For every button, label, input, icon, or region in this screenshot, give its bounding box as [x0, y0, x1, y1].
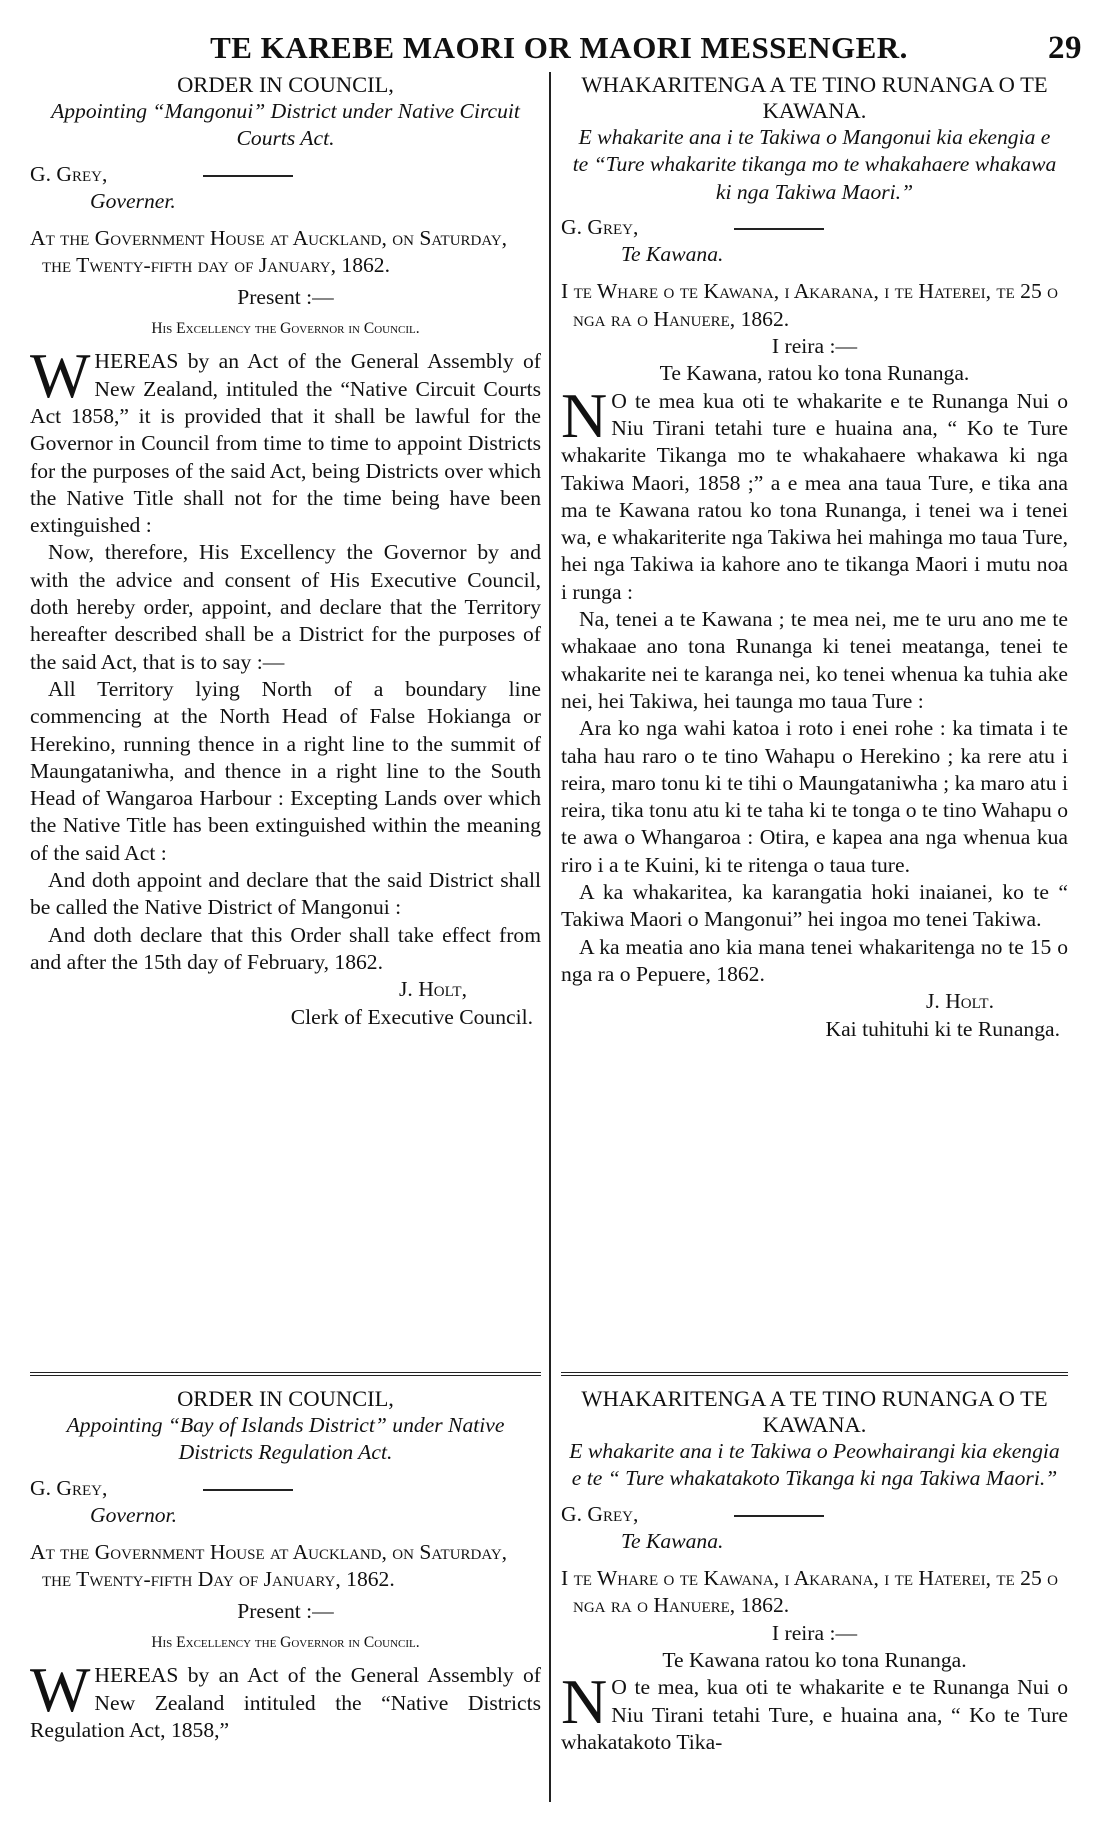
signature-block — [30, 161, 541, 216]
runanga-line: Te Kawana ratou ko tona Runanga. — [662, 1648, 967, 1673]
closing-name: J. Holt, — [399, 977, 467, 1002]
paragraph — [30, 1654, 541, 1744]
section-subtitle: Appointing “Bay of Islands District” under Native Districts Regulation Act. — [66, 1413, 505, 1465]
section-title: ORDER IN COUNCIL, — [177, 72, 394, 97]
drop-cap: W — [30, 340, 91, 412]
masthead — [30, 30, 1088, 72]
closing-role: Clerk of Executive Council. — [290, 1004, 533, 1029]
signature-block — [561, 1501, 1068, 1556]
order-in-council-bay-of-islands — [30, 1372, 541, 1744]
dateline: I te Whare o te Kawana, i Akarana, i te Haterei, te 25 o nga ra o Hanuere, 1862. — [561, 279, 1058, 331]
runanga-line: Te Kawana, ratou ko tona Runanga. — [659, 361, 970, 386]
section-title: WHAKARITENGA A TE TINO RUNANGA O TE KAWANA. — [581, 1386, 1048, 1437]
closing-signature — [30, 976, 541, 1031]
paragraph: All Territory lying North of a boundary line commencing at the North Head of False Hokianga or Herekino, running thence in a right line to the summit of Maungataniwha, and thence in a right line to the South Head of Wangaroa Harbour : Excepting Lands over which the Native Title has been extinguished within the meaning of the said Act : — [30, 676, 541, 865]
closing-name: J. Holt. — [926, 989, 994, 1014]
paragraph: A ka whakaritea, ka karangatia hoki inaianei, ko te “ Takiwa Maori o Mangonui” hei ingoa mo tenei Takiwa. — [561, 880, 1068, 932]
signer-name: G. Grey, — [561, 1501, 639, 1526]
present-line: Present :— — [237, 1598, 334, 1623]
present-line: Present :— — [237, 284, 334, 309]
dateline: I te Whare o te Kawana, i Akarana, i te Haterei, te 25 o nga ra o Hanuere, 1862. — [561, 1566, 1058, 1618]
signer-name: G. Grey, — [30, 1475, 108, 1500]
signature-rule — [734, 1515, 824, 1517]
paragraph-text: O te mea, kua oti te whakarite e te Runanga Nui o Niu Tirani tetahi Ture, e huaina ana, “ Ko te Ture whakatakoto Tika- — [561, 1675, 1068, 1754]
signature-rule — [734, 228, 824, 230]
paragraph: Ara ko nga wahi katoa i roto i enei rohe : ka timata i te taha hau raro o te tino Wahapu o Herekino ; ka rere atu i reira, maro tonu ki te tihi o Maungataniwha ; ka maro atu i reira, tika tonu atu ki te taha ki te tonga o te tino Wahapu o te awa o Whangaroa : Otira, e kapea ana nga whenua kua riro i a te Kuini, ki te ritenga o taua ture. — [561, 716, 1068, 877]
masthead-title: TE KAREBE MAORI OR MAORI MESSENGER. — [210, 30, 908, 65]
paragraph — [561, 379, 1068, 606]
drop-cap: W — [30, 1654, 91, 1726]
signer-name: G. Grey, — [30, 161, 108, 186]
paragraph: Na, tenei a te Kawana ; te mea nei, me te uru ano me te whakaae ano tona Runanga ki tenei meatanga, tenei te whakarite nei te karanga nei, ko tenei whenua ka tuhia ake nei, hei Takiwa, hei taunga mo taua Ture : — [561, 607, 1068, 713]
signer-name: G. Grey, — [561, 214, 639, 239]
signer-role: Governor. — [90, 1502, 177, 1527]
section-subtitle: E whakarite ana i te Takiwa o Peowhairangi kia ekengia e te “ Ture whakatakoto Tikanga ki nga Takiwa Maori.” — [569, 1439, 1060, 1491]
signature-block — [561, 214, 1068, 269]
council-line: His Excellency the Governor in Council. — [151, 1634, 420, 1652]
reira-line: I reira :— — [771, 1620, 858, 1645]
signer-role: Governer. — [90, 188, 176, 213]
paragraph: And doth appoint and declare that the said District shall be called the Native District of Mangonui : — [30, 868, 541, 920]
council-line: His Excellency the Governor in Council. — [151, 320, 420, 338]
section-subtitle: Appointing “Mangonui” District under Native Circuit Courts Act. — [51, 99, 520, 151]
closing-role: Kai tuhituhi ki te Runanga. — [825, 1016, 1060, 1041]
section-title: ORDER IN COUNCIL, — [177, 1386, 394, 1411]
whakaritenga-mangonui — [561, 72, 1068, 1372]
signer-role: Te Kawana. — [621, 242, 724, 267]
left-column — [30, 72, 549, 1802]
signer-role: Te Kawana. — [621, 1528, 724, 1553]
reira-line: I reira :— — [771, 334, 858, 359]
whakaritenga-peowhairangi — [561, 1372, 1068, 1756]
order-in-council-mangonui — [30, 72, 541, 1372]
paragraph — [30, 340, 541, 539]
signature-block — [30, 1475, 541, 1530]
dateline: At the Government House at Auckland, on Saturday, the Twenty-fifth day of January, 1862. — [30, 226, 508, 278]
section-title: WHAKARITENGA A TE TINO RUNANGA O TE KAWANA. — [581, 72, 1048, 123]
right-column — [549, 72, 1068, 1802]
signature-rule — [203, 1489, 293, 1491]
signature-rule — [203, 175, 293, 177]
paragraph-text: HEREAS by an Act of the General Assembly of New Zealand intituled the “Native Districts Regulation Act, 1858,” — [30, 1663, 541, 1742]
paragraph — [561, 1666, 1068, 1756]
columns — [30, 72, 1088, 1802]
closing-signature — [561, 988, 1068, 1043]
page-number: 29 — [1048, 30, 1082, 66]
drop-cap: N — [561, 379, 608, 451]
paragraph: And doth declare that this Order shall take effect from and after the 15th day of February, 1862. — [30, 922, 541, 974]
paragraph: Now, therefore, His Excellency the Governor by and with the advice and consent of His Executive Council, doth hereby order, appoint, and declare that the Territory hereafter described shall be a District for the purposes of the said Act, that is to say :— — [30, 540, 541, 674]
paragraph-text: HEREAS by an Act of the General Assembly of New Zealand, intituled the “Native Circuit Courts Act 1858,” it is provided that it shall be lawful for the Governor in Council from time to time to appoint Districts for the purposes of the said Act, being Districts over which the Native Title shall not for the time being have been extinguished : — [30, 349, 541, 538]
drop-cap: N — [561, 1666, 608, 1738]
section-subtitle: E whakarite ana i te Takiwa o Mangonui kia ekengia e te “Ture whakarite tikanga mo te whakahaere whakawa ki nga Takiwa Maori.” — [572, 125, 1057, 204]
dateline: At the Government House at Auckland, on Saturday, the Twenty-fifth Day of January, 1862. — [30, 1540, 508, 1592]
paragraph: A ka meatia ano kia mana tenei whakaritenga no te 15 o nga ra o Pepuere, 1862. — [561, 934, 1068, 986]
paragraph-text: O te mea kua oti te whakarite e te Runanga Nui o Niu Tirani tetahi ture e huaina ana, “ Ko te Ture whakarite Tikanga mo te whakahaere whakawa ki nga Takiwa Maori, 1858 ;” a e mea ana taua Ture, e tika ana ma te Kawana ratou ko tona Runanga, i tenei wa i tenei wa, e whakariterite nga Takiwa hei mahinga mo taua Ture, hei nga Takiwa ia kahore ano te tikanga Maori i mutu noa i runga : — [561, 388, 1068, 604]
